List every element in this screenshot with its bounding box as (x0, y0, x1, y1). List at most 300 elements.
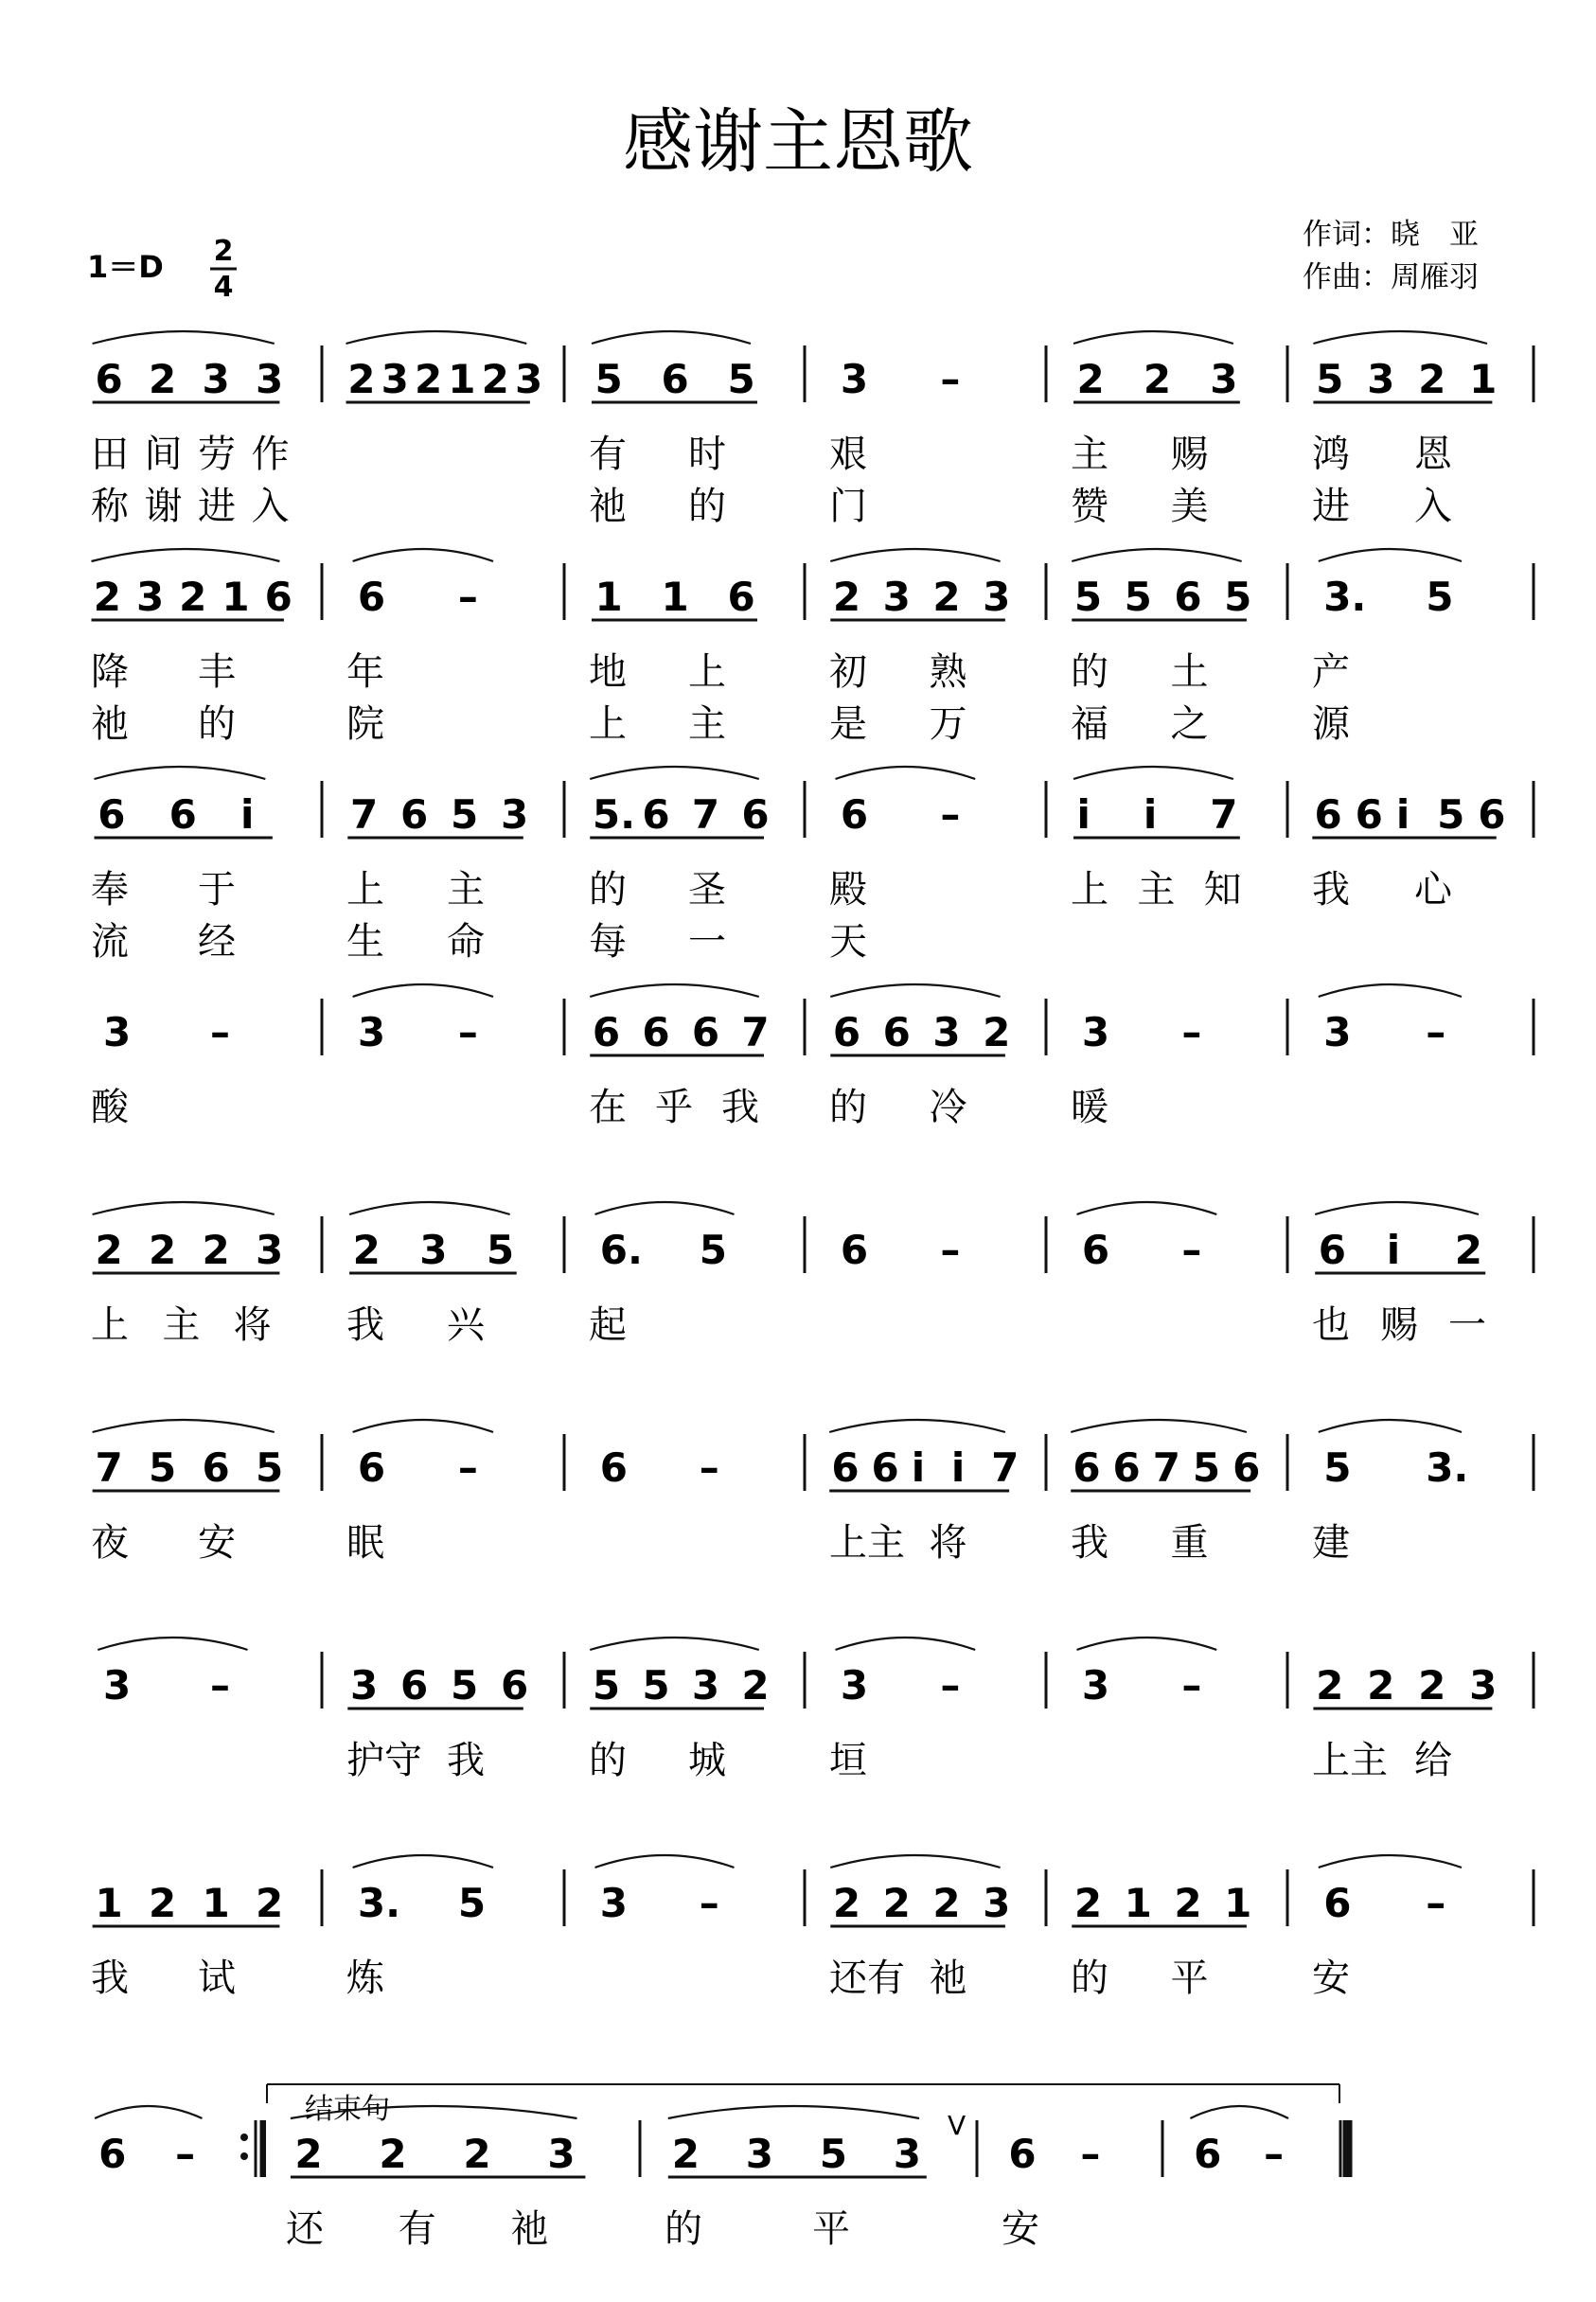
note: 5 (1316, 356, 1344, 402)
measure (1002, 2131, 1100, 2251)
lyric: 殿 (829, 868, 867, 912)
measure (841, 1227, 961, 1273)
note: 6 (1323, 1880, 1352, 1926)
note: 1 (1124, 1880, 1152, 1926)
note: 6 (399, 791, 429, 838)
note: 1 (202, 1880, 230, 1926)
slur (830, 549, 1000, 561)
slur (1319, 984, 1462, 997)
lyric: 劳 (198, 433, 236, 476)
slur (668, 2106, 919, 2118)
note: 7 (991, 1444, 1020, 1491)
note: 6 (357, 574, 386, 620)
measure (665, 2106, 927, 2251)
note: 6 (1232, 1444, 1261, 1491)
note: 7 (1210, 791, 1238, 838)
lyric: 田 (91, 433, 129, 476)
lyric: 降 (91, 650, 129, 694)
note: i (1386, 1227, 1401, 1273)
lyric: 起 (589, 1303, 627, 1347)
notation-row (91, 1202, 1534, 1347)
slur (1073, 767, 1233, 779)
note: 2 (1418, 1662, 1446, 1709)
lyric: 安 (198, 1521, 236, 1565)
measure (1071, 767, 1242, 912)
notation-row (91, 1855, 1534, 2000)
lyric: 祂 (929, 1957, 967, 2000)
note: 1 (448, 356, 476, 402)
slur (92, 549, 280, 561)
note: – (175, 2131, 196, 2177)
note: 6 (98, 2131, 127, 2177)
note: – (1181, 1662, 1202, 1709)
slur (353, 984, 493, 997)
slur (98, 1638, 247, 1650)
slur (1077, 1638, 1217, 1650)
note: 3 (202, 356, 230, 402)
note: 2 (1418, 356, 1446, 402)
note: 3 (882, 574, 911, 620)
measure (1077, 1202, 1217, 1273)
lyric: 建 (1312, 1521, 1350, 1565)
note: 3 (357, 1009, 386, 1055)
note: 5 (1124, 574, 1152, 620)
note: – (1264, 2131, 1285, 2177)
measure (829, 356, 960, 528)
lyric: 流 (91, 920, 129, 964)
note: – (209, 1662, 230, 1709)
measure (91, 1420, 283, 1565)
lyric: 我 (1071, 1521, 1108, 1565)
slur (590, 767, 759, 779)
note: 2 (832, 1880, 861, 1926)
note: – (1426, 1880, 1446, 1926)
note: 2 (1454, 1227, 1483, 1273)
note: 3 (102, 1009, 132, 1055)
notation-row (91, 984, 1534, 1129)
measure (1071, 549, 1251, 746)
note: 6 (1112, 1444, 1141, 1491)
lyric: 冷 (929, 1086, 967, 1129)
note: 3 (1081, 1662, 1110, 1709)
note: 6 (500, 1662, 529, 1709)
measure (589, 1638, 770, 1782)
lyric: 我 (346, 1303, 384, 1347)
note: 2 (1143, 356, 1172, 402)
lyric: 源 (1312, 702, 1350, 746)
note: i (1143, 791, 1158, 838)
note: 2 (1076, 356, 1105, 402)
repeat-dot (240, 2152, 248, 2160)
note: 2 (347, 356, 376, 402)
note: 3 (1081, 1009, 1110, 1055)
note: 2 (463, 2131, 491, 2177)
note: 6 (871, 1444, 899, 1491)
measure (346, 331, 543, 402)
note: 5 (1224, 574, 1252, 620)
note: 3 (349, 1662, 379, 1709)
measure (98, 1638, 247, 1709)
measure (1190, 2106, 1288, 2177)
lyric: 我 (1312, 868, 1350, 912)
note: 6 (840, 1227, 869, 1273)
ending-bracket (267, 2084, 1339, 2103)
lyric: 将 (929, 1521, 967, 1565)
note: 7 (741, 1009, 770, 1055)
note: 6 (1008, 2131, 1037, 2177)
lyric: 圣 (688, 868, 726, 912)
lyric: 酸 (91, 1086, 129, 1129)
measure (600, 1444, 719, 1491)
notation-row (91, 549, 1534, 746)
measure (91, 1880, 283, 2000)
lyric: 夜 (91, 1521, 129, 1565)
note: 6 (599, 1444, 628, 1491)
note: 5 (1437, 791, 1465, 838)
slur (590, 1638, 759, 1650)
measure (595, 1855, 735, 1926)
note: 5. (592, 791, 636, 838)
lyric: 生 (346, 920, 384, 964)
slur (836, 767, 976, 779)
slur (1190, 2106, 1288, 2118)
note: 3 (255, 1227, 284, 1273)
note: 2 (932, 1880, 961, 1926)
note: 6 (98, 791, 126, 838)
note: 6 (202, 1444, 230, 1491)
slur (1073, 331, 1233, 344)
lyric: 的 (589, 868, 627, 912)
note: 6 (1314, 791, 1342, 838)
note: – (457, 1009, 478, 1055)
slur (829, 1420, 1005, 1432)
slur (595, 1855, 735, 1868)
measure (829, 1638, 975, 1782)
note: 6 (1355, 791, 1383, 838)
lyric: 主 (162, 1303, 201, 1347)
composer-credit: 作曲：周雁羽 (1303, 260, 1479, 294)
note: 6 (840, 791, 869, 838)
note: 2 (882, 1880, 911, 1926)
measure (1312, 1202, 1486, 1347)
measure (346, 549, 493, 746)
lyricist-credit: 作词：晓 亚 (1303, 218, 1479, 252)
slur (830, 1855, 1000, 1868)
lyric: 之 (1170, 702, 1209, 746)
slur (1319, 549, 1462, 561)
lyric: 产 (1312, 650, 1350, 694)
note: – (940, 356, 961, 402)
note: 6 (264, 574, 293, 620)
measure (91, 331, 290, 528)
measure (829, 1855, 1010, 2000)
lyric: 美 (1170, 485, 1209, 528)
note: 3 (893, 2131, 921, 2177)
slur (1315, 1202, 1479, 1214)
note: 2 (741, 1662, 770, 1709)
note: 1 (1224, 1880, 1252, 1926)
lyric: 每 (589, 920, 627, 964)
lyric: 的 (589, 1739, 627, 1782)
note: 6 (1318, 1227, 1347, 1273)
note: 3. (1323, 574, 1367, 620)
repeat-dot (240, 2134, 248, 2141)
lyric: 暖 (1071, 1086, 1108, 1129)
note: 3. (1426, 1444, 1469, 1491)
note: 3 (1367, 356, 1395, 402)
lyric: 乎 (655, 1086, 693, 1129)
measure (91, 1202, 283, 1347)
note: 5 (486, 1227, 515, 1273)
lyric: 院 (346, 702, 384, 746)
lyric: 经 (198, 920, 236, 964)
notation-row (91, 767, 1534, 964)
note: i (950, 1444, 966, 1491)
ending-label: 结束句 (305, 2093, 390, 2126)
note: 5 (1073, 574, 1103, 620)
note: 6 (399, 1662, 429, 1709)
slur (590, 984, 759, 997)
lyric: 平 (812, 2207, 850, 2251)
note: 3 (932, 1009, 961, 1055)
notation-row (98, 1638, 1534, 1782)
note: 6 (1478, 791, 1506, 838)
note: 2 (294, 2131, 323, 2177)
measure (1071, 331, 1240, 528)
lyric: 奉 (91, 868, 129, 912)
lyric: 也 (1312, 1303, 1350, 1347)
measure (589, 1202, 735, 1347)
lyric: 护守 (346, 1739, 422, 1782)
lyric: 我 (91, 1957, 129, 2000)
note: 3 (102, 1662, 132, 1709)
lyric: 天 (829, 920, 867, 964)
lyric: 上 (346, 868, 384, 912)
measure (589, 984, 770, 1129)
note: 3 (599, 1880, 628, 1926)
note: 5 (727, 356, 755, 402)
slur (95, 2106, 202, 2118)
lyric: 主 (1071, 433, 1108, 476)
note: i (239, 791, 255, 838)
note: 6 (168, 791, 197, 838)
lyric: 鸿 (1312, 433, 1350, 476)
slur (93, 1420, 275, 1432)
note: 3 (691, 1662, 720, 1709)
song-title: 感谢主恩歌 (623, 101, 973, 183)
slur (836, 1638, 976, 1650)
measure (346, 1662, 528, 1782)
measure (1071, 1880, 1251, 2000)
note: 7 (95, 1444, 123, 1491)
notation-rows (91, 331, 1534, 2251)
note: 3 (983, 574, 1011, 620)
lyric: 有 (398, 2207, 436, 2251)
note: i (1076, 791, 1091, 838)
note: 1 (222, 574, 250, 620)
note: 6 (95, 356, 123, 402)
lyric: 赞 (1071, 485, 1108, 528)
note: 5 (819, 2131, 847, 2177)
measure (1319, 984, 1462, 1055)
measure (346, 1202, 517, 1347)
note: 2 (1073, 1880, 1103, 1926)
time-signature-bottom: 4 (213, 271, 234, 304)
note: 5 (1426, 574, 1454, 620)
note: 3 (500, 791, 529, 838)
note: 2 (202, 1227, 230, 1273)
lyric: 主 (447, 868, 485, 912)
note: 5 (594, 356, 623, 402)
lyric: 重 (1170, 1521, 1209, 1565)
note: 6 (727, 574, 755, 620)
measure (1312, 791, 1506, 912)
measure (1312, 1662, 1497, 1782)
note: 2 (1367, 1662, 1395, 1709)
note: 5 (450, 1662, 479, 1709)
note: 6 (592, 1009, 621, 1055)
note: 5 (1192, 1444, 1221, 1491)
note: 6 (1081, 1227, 1110, 1273)
note: 2 (671, 2131, 700, 2177)
lyric: 兴 (447, 1303, 485, 1347)
measure (1312, 1855, 1462, 2000)
note: 2 (832, 574, 861, 620)
note: 2 (93, 574, 122, 620)
note: 7 (691, 791, 720, 838)
note: 2 (1316, 1662, 1344, 1709)
note: 3 (381, 356, 409, 402)
lyric: 赐 (1380, 1303, 1418, 1347)
note: 7 (349, 791, 379, 838)
slur (346, 331, 527, 344)
lyric: 还 (286, 2207, 324, 2251)
note: 2 (255, 1880, 284, 1926)
note: 2 (983, 1009, 1011, 1055)
note: 1 (95, 1880, 123, 1926)
lyric: 心 (1414, 868, 1452, 912)
note: 3 (135, 574, 165, 620)
notation-row (91, 1420, 1534, 1565)
lyric: 给 (1414, 1739, 1452, 1782)
lyric: 谢 (144, 485, 183, 528)
time-signature-top: 2 (213, 235, 234, 268)
slur (93, 1202, 275, 1214)
notation-row (95, 2106, 1349, 2251)
measure (1312, 549, 1462, 746)
lyric: 安 (1312, 1957, 1350, 2000)
lyric: 地 (589, 650, 627, 694)
lyric: 的 (1071, 1957, 1108, 2000)
note: 2 (481, 356, 509, 402)
lyric: 上 (589, 702, 627, 746)
measure (346, 791, 528, 964)
note: 3 (840, 356, 869, 402)
lyric: 将 (233, 1303, 272, 1347)
lyric: 上 (1071, 868, 1108, 912)
note: – (209, 1009, 230, 1055)
note: 6. (599, 1227, 643, 1273)
measure (286, 2106, 585, 2251)
key-signature: 1＝D (87, 249, 164, 285)
lyric: 安 (1002, 2207, 1039, 2251)
measure (91, 1009, 230, 1129)
lyric: 赐 (1170, 433, 1209, 476)
note: 5 (457, 1880, 487, 1926)
lyric: 的 (665, 2207, 702, 2251)
measure (353, 984, 493, 1055)
note: 3 (745, 2131, 773, 2177)
lyric: 在 (589, 1086, 627, 1129)
note: 3 (514, 356, 543, 402)
note: 2 (932, 574, 961, 620)
note: 5 (450, 791, 479, 838)
lyric: 的 (198, 702, 236, 746)
lyric: 作 (251, 433, 290, 476)
note: 6 (661, 356, 689, 402)
lyric: 是 (829, 702, 867, 746)
lyric: 上 (91, 1303, 129, 1347)
measure (1312, 1420, 1468, 1565)
note: 2 (379, 2131, 407, 2177)
note: 3. (357, 1880, 401, 1926)
note: – (699, 1880, 719, 1926)
note: 6 (642, 791, 670, 838)
measure (829, 767, 975, 964)
lyric: 主 (1137, 868, 1176, 912)
slur (353, 1855, 493, 1868)
lyric: 熟 (929, 650, 967, 694)
measure (95, 2106, 202, 2177)
note: 2 (352, 1227, 381, 1273)
note: 5 (1323, 1444, 1352, 1491)
lyric: 试 (198, 1957, 236, 2000)
note: 3 (1210, 356, 1238, 402)
measure (346, 1855, 493, 2000)
note: 6 (832, 1009, 861, 1055)
slur (1077, 1202, 1217, 1214)
slur (1313, 331, 1487, 344)
note: – (1080, 2131, 1101, 2177)
lyric: 的 (829, 1086, 867, 1129)
lyric: 炼 (346, 1957, 384, 2000)
measure (1071, 1009, 1201, 1129)
lyric: 祂 (510, 2207, 549, 2251)
note: – (1426, 1009, 1446, 1055)
slur (1319, 1420, 1462, 1432)
note: 3 (840, 1662, 869, 1709)
note: 3 (547, 2131, 576, 2177)
note: i (911, 1444, 926, 1491)
slur (349, 1202, 510, 1214)
note: 2 (179, 574, 207, 620)
lyric: 入 (251, 485, 290, 528)
note: 2 (414, 356, 443, 402)
slur (95, 767, 266, 779)
lyric: 土 (1170, 650, 1209, 694)
lyric: 平 (1170, 1957, 1209, 2000)
note: 6 (642, 1009, 670, 1055)
note: i (1395, 791, 1410, 838)
lyric: 称 (91, 485, 129, 528)
lyric: 门 (829, 485, 867, 528)
note: 6 (741, 791, 770, 838)
note: 5 (255, 1444, 284, 1491)
note: 6 (691, 1009, 720, 1055)
lyric: 还有 (829, 1957, 905, 2000)
lyric: 祂 (589, 485, 627, 528)
lyric: 初 (829, 650, 867, 694)
